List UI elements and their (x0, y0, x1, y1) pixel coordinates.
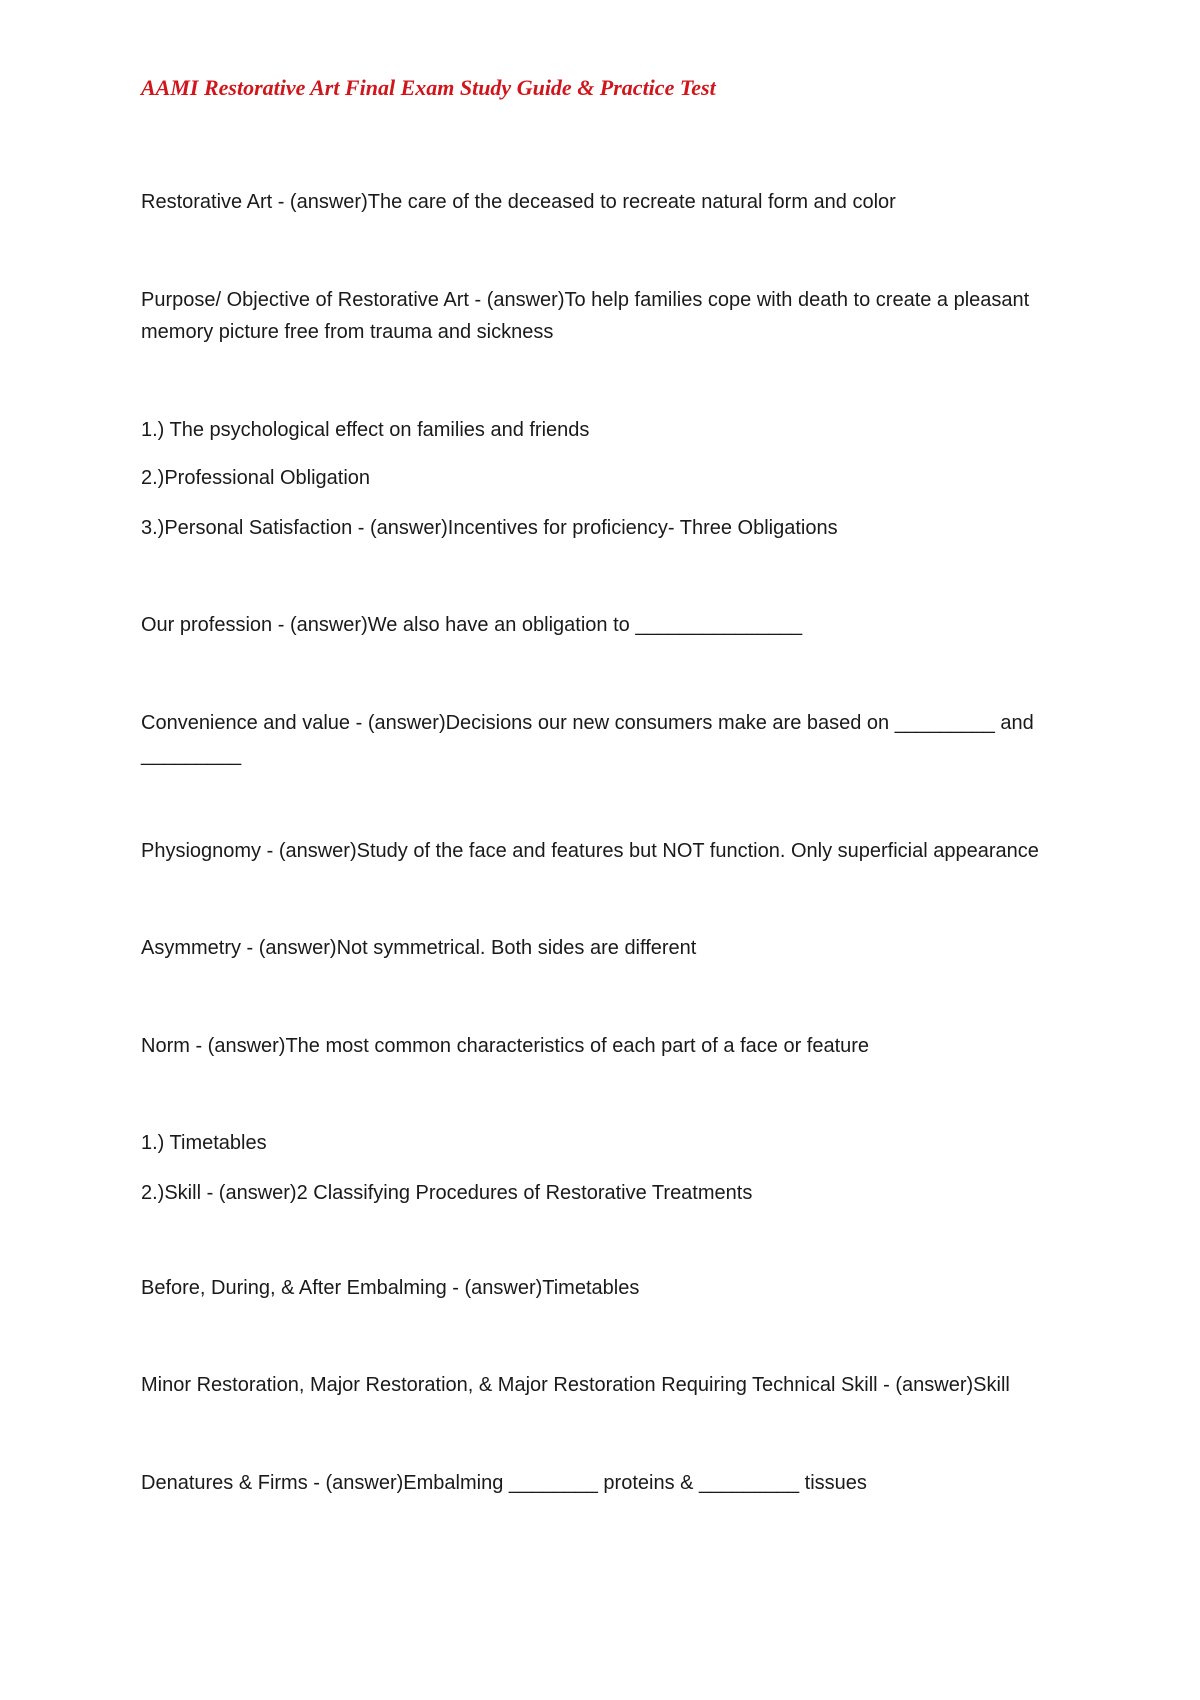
list-item-skill: 2.)Skill - (answer)2 Classifying Procedures of Restorative Treatments (141, 1182, 753, 1204)
list-item-personal-satisfaction: 3.)Personal Satisfaction - (answer)Incentives for proficiency- Three Obligations (141, 517, 838, 539)
document-title: AAMI Restorative Art Final Exam Study Guide & Practice Test (141, 75, 716, 100)
definition-before-during-after: Before, During, & After Embalming - (answer)Timetables (141, 1277, 640, 1299)
definition-purpose-objective: Purpose/ Objective of Restorative Art - (answer)To help families cope with death to create a pleasant memory picture free from trauma and sickness (141, 289, 1030, 343)
definition-norm: Norm - (answer)The most common characteristics of each part of a face or feature (141, 1035, 870, 1057)
list-item-psychological-effect: 1.) The psychological effect on families and friends (141, 419, 590, 441)
definition-restorative-art: Restorative Art - (answer)The care of the deceased to recreate natural form and color (141, 191, 896, 213)
definition-asymmetry: Asymmetry - (answer)Not symmetrical. Both sides are different (141, 937, 697, 959)
list-item-timetables: 1.) Timetables (141, 1132, 267, 1154)
definition-convenience-and-value: Convenience and value - (answer)Decisions our new consumers make are based on _________ and _________ (141, 712, 1034, 766)
definition-minor-major-restoration: Minor Restoration, Major Restoration, & Major Restoration Requiring Technical Skill - (answer)Skill (141, 1374, 1010, 1396)
list-item-professional-obligation: 2.)Professional Obligation (141, 467, 371, 489)
definition-our-profession: Our profession - (answer)We also have an obligation to _______________ (141, 614, 803, 636)
definition-denatures-firms: Denatures & Firms - (answer)Embalming ________ proteins & _________ tissues (141, 1472, 867, 1494)
definition-physiognomy: Physiognomy - (answer)Study of the face and features but NOT function. Only superficial appearance (141, 840, 1039, 862)
